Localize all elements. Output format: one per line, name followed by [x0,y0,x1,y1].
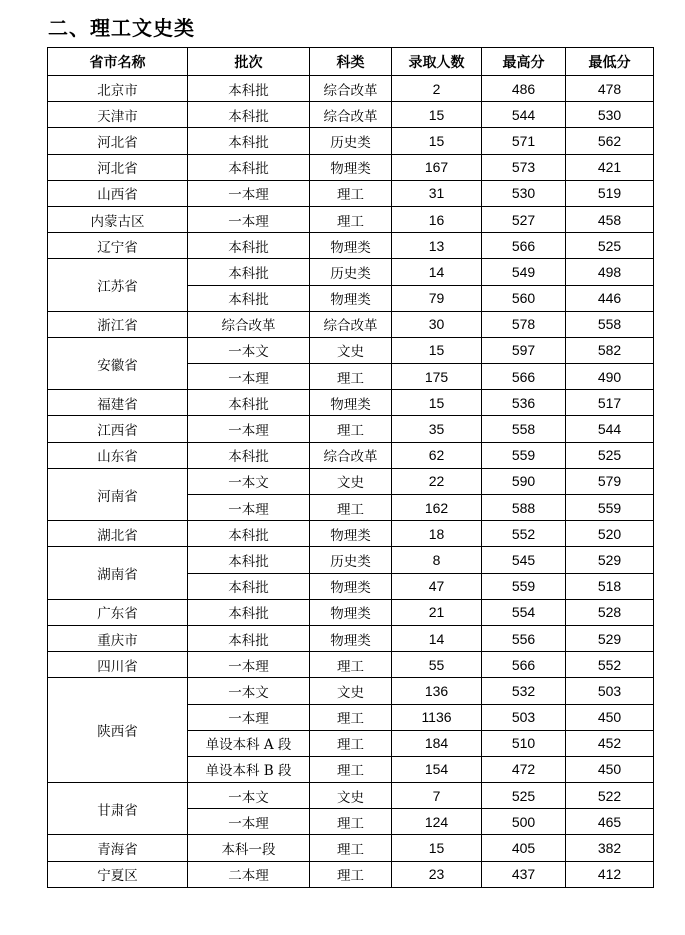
table-row [48,442,654,468]
cell-batch: 一本理 [188,364,310,390]
cell-count: 15 [392,128,482,154]
cell-batch: 本科批 [188,442,310,468]
table-row [48,625,654,651]
cell-category: 理工 [310,835,392,861]
cell-category: 历史类 [310,128,392,154]
cell-count: 15 [392,835,482,861]
cell-min-score: 450 [566,756,654,782]
admission-table [47,47,654,888]
cell-province: 安徽省 [48,337,188,389]
cell-max-score: 536 [482,390,566,416]
cell-category: 物理类 [310,599,392,625]
cell-max-score: 558 [482,416,566,442]
cell-province: 山东省 [48,442,188,468]
cell-max-score: 566 [482,364,566,390]
cell-province: 江西省 [48,416,188,442]
cell-max-score: 578 [482,311,566,337]
cell-province: 甘肃省 [48,783,188,835]
cell-batch: 一本理 [188,809,310,835]
cell-count: 8 [392,547,482,573]
cell-province: 广东省 [48,599,188,625]
cell-min-score: 559 [566,495,654,521]
table-row [48,233,654,259]
cell-min-score: 579 [566,468,654,494]
cell-min-score: 518 [566,573,654,599]
cell-province: 浙江省 [48,311,188,337]
cell-min-score: 465 [566,809,654,835]
cell-min-score: 450 [566,704,654,730]
table-row [48,206,654,232]
cell-max-score: 486 [482,76,566,102]
cell-count: 55 [392,652,482,678]
cell-max-score: 597 [482,337,566,363]
cell-count: 124 [392,809,482,835]
cell-count: 31 [392,180,482,206]
cell-min-score: 498 [566,259,654,285]
cell-category: 理工 [310,704,392,730]
cell-category: 物理类 [310,285,392,311]
cell-category: 物理类 [310,521,392,547]
cell-max-score: 549 [482,259,566,285]
cell-province: 内蒙古区 [48,206,188,232]
cell-batch: 本科批 [188,233,310,259]
cell-count: 136 [392,678,482,704]
cell-min-score: 458 [566,206,654,232]
table-row [48,678,654,704]
table-row [48,337,654,363]
cell-count: 79 [392,285,482,311]
cell-batch: 本科批 [188,547,310,573]
cell-count: 175 [392,364,482,390]
cell-max-score: 525 [482,783,566,809]
cell-count: 13 [392,233,482,259]
cell-category: 综合改革 [310,76,392,102]
cell-batch: 一本文 [188,783,310,809]
table-row [48,416,654,442]
section-title: 二、理工文史类 [48,16,195,40]
header-province: 省市名称 [48,48,188,76]
table-row [48,76,654,102]
cell-count: 154 [392,756,482,782]
cell-category: 历史类 [310,547,392,573]
cell-batch: 单设本科 B 段 [188,756,310,782]
cell-max-score: 527 [482,206,566,232]
cell-batch: 本科批 [188,76,310,102]
table-row [48,390,654,416]
cell-min-score: 517 [566,390,654,416]
cell-max-score: 588 [482,495,566,521]
cell-province: 河北省 [48,128,188,154]
cell-min-score: 520 [566,521,654,547]
cell-category: 历史类 [310,259,392,285]
cell-batch: 本科批 [188,259,310,285]
cell-max-score: 566 [482,233,566,259]
cell-max-score: 545 [482,547,566,573]
cell-batch: 本科批 [188,128,310,154]
cell-province: 湖南省 [48,547,188,599]
cell-batch: 单设本科 A 段 [188,730,310,756]
cell-batch: 二本理 [188,861,310,887]
cell-count: 14 [392,625,482,651]
cell-max-score: 571 [482,128,566,154]
cell-min-score: 519 [566,180,654,206]
cell-max-score: 590 [482,468,566,494]
table-row [48,259,654,285]
cell-max-score: 530 [482,180,566,206]
cell-batch: 一本文 [188,337,310,363]
cell-batch: 本科批 [188,625,310,651]
cell-max-score: 559 [482,573,566,599]
table-row [48,128,654,154]
cell-province: 陕西省 [48,678,188,783]
cell-min-score: 582 [566,337,654,363]
cell-min-score: 552 [566,652,654,678]
cell-category: 理工 [310,730,392,756]
cell-min-score: 529 [566,547,654,573]
table-row [48,783,654,809]
cell-max-score: 544 [482,102,566,128]
cell-category: 理工 [310,809,392,835]
cell-category: 物理类 [310,233,392,259]
cell-batch: 一本理 [188,416,310,442]
table-row [48,599,654,625]
cell-category: 理工 [310,416,392,442]
cell-min-score: 528 [566,599,654,625]
cell-min-score: 446 [566,285,654,311]
cell-province: 辽宁省 [48,233,188,259]
cell-count: 2 [392,76,482,102]
cell-province: 山西省 [48,180,188,206]
table-row [48,521,654,547]
cell-count: 35 [392,416,482,442]
cell-province: 天津市 [48,102,188,128]
cell-max-score: 500 [482,809,566,835]
header-batch: 批次 [188,48,310,76]
cell-batch: 一本文 [188,468,310,494]
cell-batch: 本科批 [188,599,310,625]
cell-count: 18 [392,521,482,547]
cell-batch: 一本理 [188,206,310,232]
cell-count: 22 [392,468,482,494]
cell-batch: 本科批 [188,521,310,547]
cell-min-score: 544 [566,416,654,442]
cell-count: 62 [392,442,482,468]
cell-province: 宁夏区 [48,861,188,887]
header-count: 录取人数 [392,48,482,76]
cell-min-score: 525 [566,233,654,259]
cell-province: 湖北省 [48,521,188,547]
cell-count: 15 [392,102,482,128]
cell-province: 四川省 [48,652,188,678]
cell-batch: 一本理 [188,652,310,678]
cell-max-score: 472 [482,756,566,782]
table-row [48,311,654,337]
cell-count: 30 [392,311,482,337]
cell-category: 理工 [310,495,392,521]
cell-max-score: 554 [482,599,566,625]
cell-province: 福建省 [48,390,188,416]
cell-max-score: 559 [482,442,566,468]
cell-category: 理工 [310,206,392,232]
cell-max-score: 573 [482,154,566,180]
cell-count: 184 [392,730,482,756]
cell-batch: 综合改革 [188,311,310,337]
header-category: 科类 [310,48,392,76]
cell-batch: 本科批 [188,573,310,599]
cell-province: 北京市 [48,76,188,102]
cell-max-score: 566 [482,652,566,678]
cell-max-score: 560 [482,285,566,311]
cell-category: 综合改革 [310,442,392,468]
table-row [48,102,654,128]
cell-max-score: 532 [482,678,566,704]
cell-max-score: 503 [482,704,566,730]
cell-min-score: 503 [566,678,654,704]
cell-category: 理工 [310,652,392,678]
cell-count: 47 [392,573,482,599]
table-row [48,835,654,861]
cell-max-score: 556 [482,625,566,651]
cell-province: 河南省 [48,468,188,520]
table-body [48,76,654,888]
cell-count: 14 [392,259,482,285]
cell-province: 江苏省 [48,259,188,311]
cell-min-score: 382 [566,835,654,861]
header-max-score: 最高分 [482,48,566,76]
cell-category: 理工 [310,861,392,887]
cell-min-score: 530 [566,102,654,128]
cell-count: 23 [392,861,482,887]
cell-min-score: 529 [566,625,654,651]
cell-category: 文史 [310,783,392,809]
cell-max-score: 552 [482,521,566,547]
cell-category: 物理类 [310,625,392,651]
cell-min-score: 412 [566,861,654,887]
cell-category: 物理类 [310,390,392,416]
cell-batch: 本科一段 [188,835,310,861]
cell-count: 15 [392,390,482,416]
cell-province: 青海省 [48,835,188,861]
cell-batch: 本科批 [188,390,310,416]
table-row [48,861,654,887]
cell-category: 物理类 [310,154,392,180]
cell-batch: 一本理 [188,704,310,730]
cell-batch: 一本理 [188,180,310,206]
cell-min-score: 452 [566,730,654,756]
cell-count: 16 [392,206,482,232]
header-row [48,48,654,76]
cell-category: 理工 [310,180,392,206]
cell-min-score: 562 [566,128,654,154]
cell-category: 理工 [310,364,392,390]
cell-province: 重庆市 [48,625,188,651]
cell-batch: 一本文 [188,678,310,704]
cell-category: 理工 [310,756,392,782]
cell-batch: 本科批 [188,154,310,180]
cell-count: 15 [392,337,482,363]
cell-count: 21 [392,599,482,625]
cell-count: 167 [392,154,482,180]
cell-count: 7 [392,783,482,809]
header-min-score: 最低分 [566,48,654,76]
table-row [48,468,654,494]
table-row [48,180,654,206]
cell-max-score: 510 [482,730,566,756]
cell-category: 综合改革 [310,102,392,128]
cell-min-score: 490 [566,364,654,390]
cell-category: 文史 [310,678,392,704]
cell-province: 河北省 [48,154,188,180]
cell-batch: 一本理 [188,495,310,521]
table-row [48,652,654,678]
cell-min-score: 478 [566,76,654,102]
cell-category: 文史 [310,337,392,363]
cell-batch: 本科批 [188,285,310,311]
cell-min-score: 421 [566,154,654,180]
cell-category: 物理类 [310,573,392,599]
cell-count: 162 [392,495,482,521]
cell-min-score: 525 [566,442,654,468]
cell-min-score: 522 [566,783,654,809]
cell-min-score: 558 [566,311,654,337]
cell-category: 文史 [310,468,392,494]
cell-max-score: 437 [482,861,566,887]
cell-category: 综合改革 [310,311,392,337]
cell-batch: 本科批 [188,102,310,128]
table-row [48,154,654,180]
cell-max-score: 405 [482,835,566,861]
cell-count: 1136 [392,704,482,730]
table-row [48,547,654,573]
